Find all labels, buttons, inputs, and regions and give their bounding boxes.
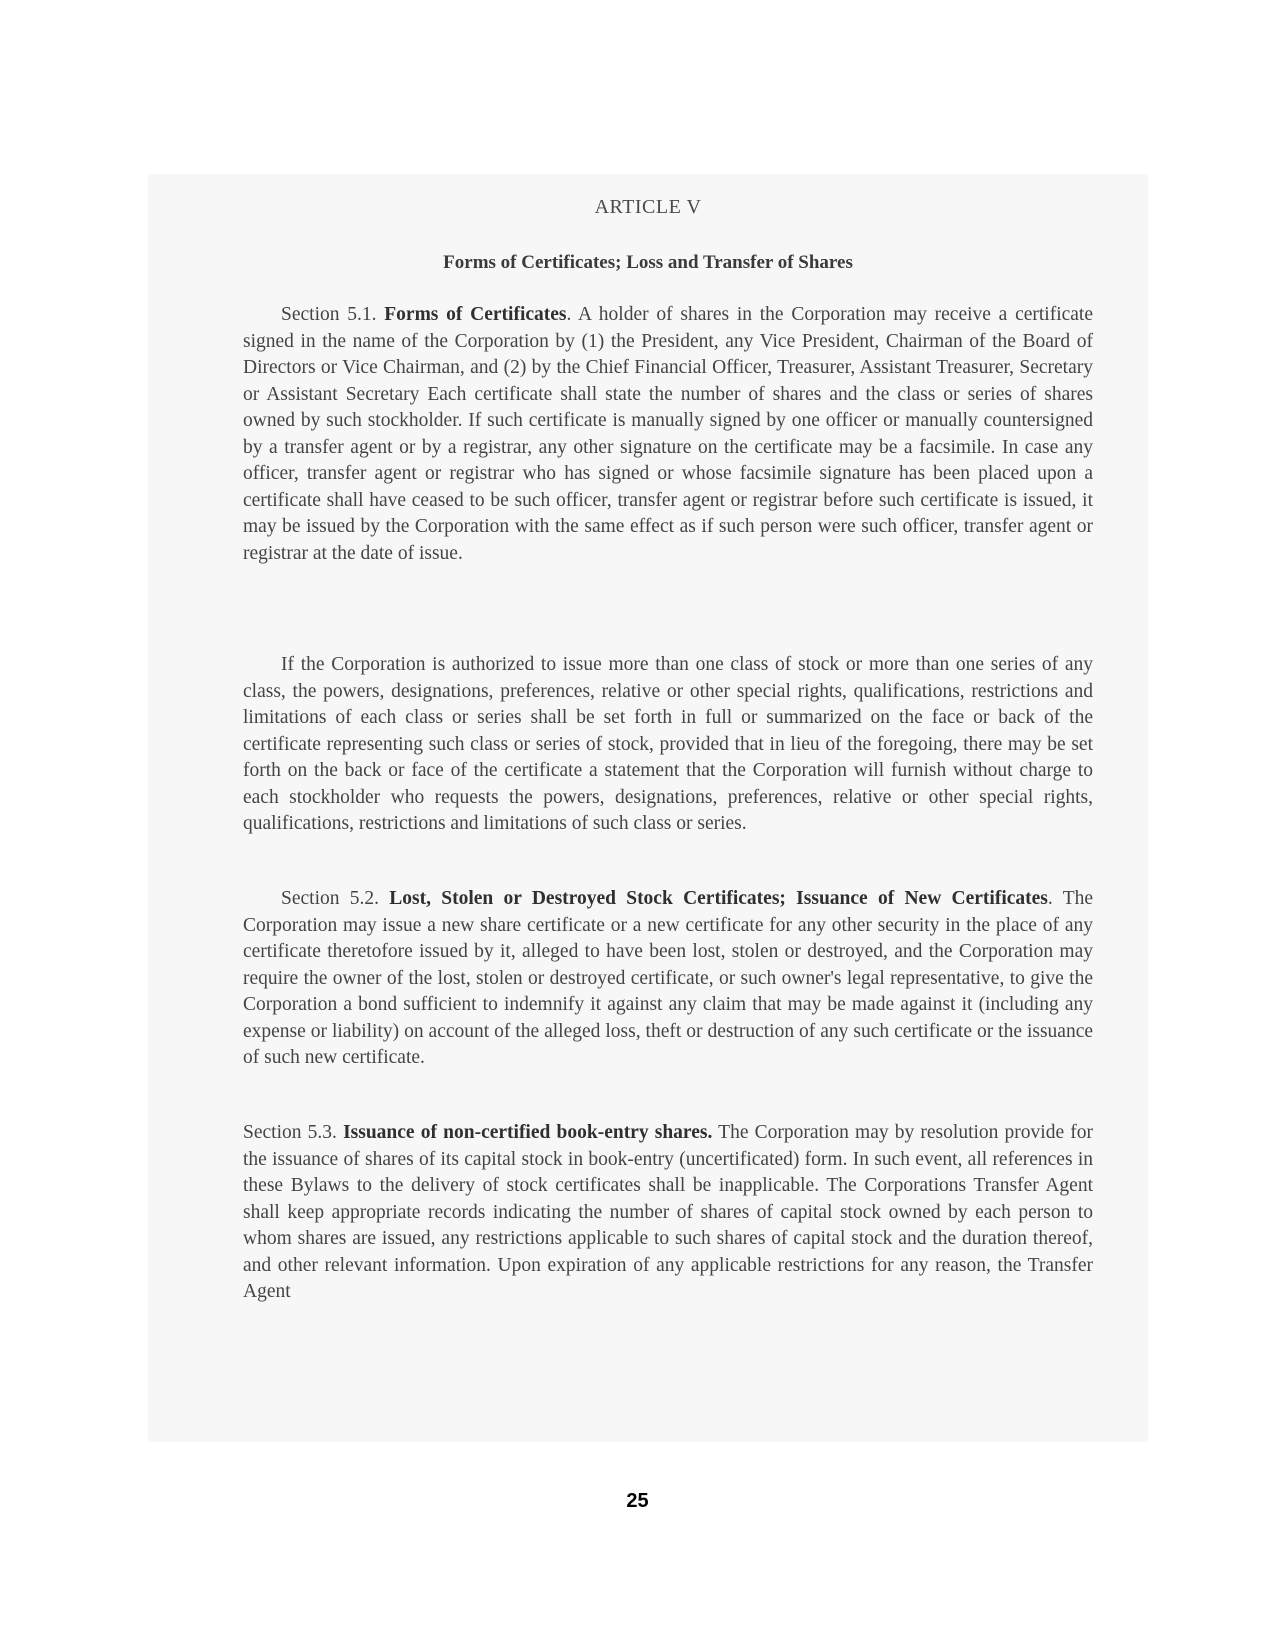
article-heading: ARTICLE V — [594, 196, 702, 218]
section-5-3-paragraph — [243, 1120, 1093, 1306]
section-5-1-number: Section 5.1. — [281, 304, 377, 325]
section-5-1-title: Forms of Certificates — [384, 304, 567, 325]
section-5-2-paragraph — [243, 886, 1093, 1072]
article-subtitle: Forms of Certificates; Loss and Transfer of Shares — [443, 252, 853, 273]
scanned-page-image — [148, 174, 1148, 1442]
section-5-1-continued-body: If the Corporation is authorized to issue more than one class of stock or more than one series of any class, the powers, designations, preferences, relative or other special rights, qualifications, restrictions and limitations of each class or series shall be set forth in full or summarized on the face or back of the certificate representing such class or series of stock, provided that in lieu of the foregoing, there may be set forth on the back or face of the certificate a statement that the Corporation will furnish without charge to each stockholder who requests the powers, designations, preferences, relative or other special rights, qualifications, restrictions and limitations of such class or series. — [243, 654, 1093, 834]
page-number: 25 — [626, 1490, 649, 1512]
section-5-2-body: . The Corporation may issue a new share certificate or a new certificate for any other security in the place of any certificate theretofore issued by it, alleged to have been lost, stolen or destroyed, and the Corporation may require the owner of the lost, stolen or destroyed certificate, or such owner's legal representative, to give the Corporation a bond sufficient to indemnify it against any claim that may be made against it (including any expense or liability) on account of the alleged loss, theft or destruction of any such certificate or the issuance of such new certificate. — [243, 888, 1094, 1068]
section-5-1-body: . A holder of shares in the Corporation may receive a certificate signed in the name of the Corporation by (1) the President, any Vice President, Chairman of the Board of Directors or Vice Chairman, and (2) by the Chief Financial Officer, Treasurer, Assistant Treasurer, Secretary or Assistant Secretary Each certificate shall state the number of shares and the class or series of shares owned by such stockholder. If such certificate is manually signed by one officer or manually countersigned by a transfer agent or by a registrar, any other signature on the certificate may be a facsimile. In case any officer, transfer agent or registrar who has signed or whose facsimile signature has been placed upon a certificate shall have ceased to be such officer, transfer agent or registrar before such certificate is issued, it may be issued by the Corporation with the same effect as if such person were such officer, transfer agent or registrar at the date of issue. — [243, 304, 1094, 564]
section-5-2-title: Lost, Stolen or Destroyed Stock Certificates; Issuance of New Certificates — [389, 888, 1048, 909]
section-5-3-title: Issuance of non-certified book-entry shares. — [343, 1122, 713, 1143]
section-5-1-paragraph — [243, 302, 1093, 567]
section-5-3-number: Section 5.3. — [243, 1122, 337, 1143]
section-5-3-body: The Corporation may by resolution provide for the issuance of shares of its capital stock in book-entry (uncertificated) form. In such event, all references in these Bylaws to the delivery of stock certificates shall be inapplicable. The Corporations Transfer Agent shall keep appropriate records indicating the number of shares of capital stock owned by each person to whom shares are issued, any restrictions applicable to such shares of capital stock and the duration thereof, and other relevant information. Upon expiration of any applicable restrictions for any reason, the Transfer Agent — [243, 1122, 1094, 1302]
section-5-1-continued-paragraph — [243, 652, 1093, 838]
section-5-2-number: Section 5.2. — [281, 888, 380, 909]
